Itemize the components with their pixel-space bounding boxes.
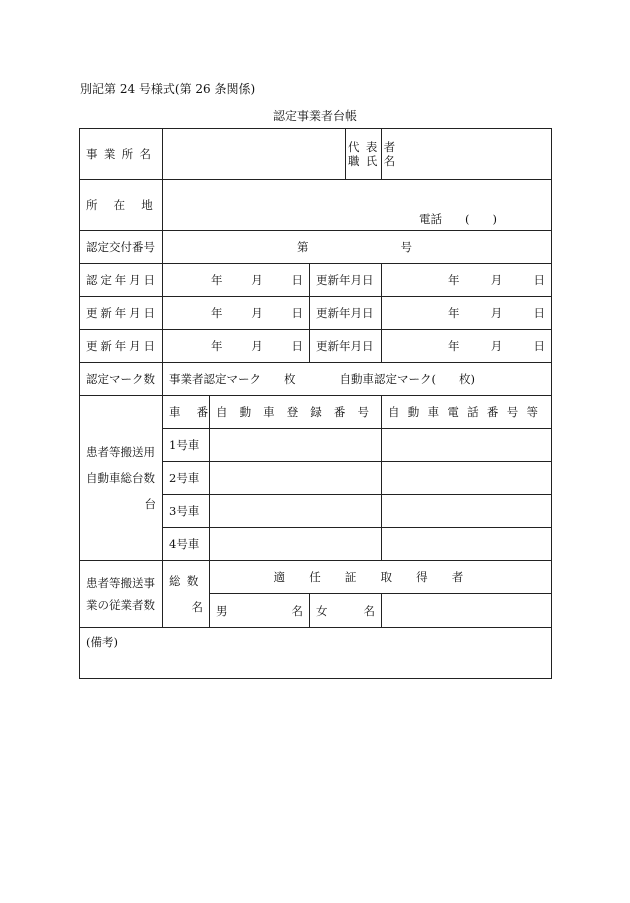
cert-date-field[interactable]: 年 月 日 xyxy=(163,264,310,297)
renew-date-field-4[interactable]: 年 月 日 xyxy=(163,330,310,363)
mark-count-field[interactable]: 事業者認定マーク 枚 自動車認定マーク( 枚) xyxy=(163,363,552,396)
car-3-registration[interactable] xyxy=(210,495,382,528)
form-number-header: 別記第 24 号様式(第 26 条関係) xyxy=(80,82,256,96)
total-count-field[interactable] xyxy=(382,594,552,628)
car-4-label: 4号車 xyxy=(163,528,210,561)
staff-count-label: 患者等搬送事 業の従業者数 xyxy=(80,561,163,628)
office-name-label: 事業所名 xyxy=(80,129,163,180)
car-2-phone[interactable] xyxy=(382,462,552,495)
renew-date-label-5: 更新年月日 xyxy=(310,330,382,363)
car-phone-header: 自動車電話番号等 xyxy=(382,396,552,429)
car-2-label: 2号車 xyxy=(163,462,210,495)
car-number-header: 車番 xyxy=(163,396,210,429)
registration-header: 自動車登録番号 xyxy=(210,396,382,429)
representative-field[interactable] xyxy=(382,129,552,180)
office-name-field[interactable] xyxy=(163,129,346,180)
renew-date-label-2: 更新年月日 xyxy=(80,297,163,330)
male-count-field[interactable]: 男 名 xyxy=(210,594,310,628)
renew-date-field-5[interactable]: 年 月 日 xyxy=(382,330,552,363)
vehicle-count-label: 患者等搬送用 自動車総台数 台 xyxy=(80,396,163,561)
renew-date-field-3[interactable]: 年 月 日 xyxy=(382,297,552,330)
renew-date-field-1[interactable]: 年 月 日 xyxy=(382,264,552,297)
staff-total-cell[interactable]: 総数 名 xyxy=(163,561,210,628)
renew-date-label-4: 更新年月日 xyxy=(80,330,163,363)
address-field[interactable] xyxy=(163,180,552,231)
renew-date-label-3: 更新年月日 xyxy=(310,297,382,330)
cert-number-label: 認定交付番号 xyxy=(80,231,163,264)
female-count-field[interactable]: 女 名 xyxy=(310,594,382,628)
car-4-phone[interactable] xyxy=(382,528,552,561)
renew-date-label-1: 更新年月日 xyxy=(310,264,382,297)
car-1-registration[interactable] xyxy=(210,429,382,462)
car-4-registration[interactable] xyxy=(210,528,382,561)
car-1-phone[interactable] xyxy=(382,429,552,462)
address-label: 所在地 xyxy=(80,180,163,231)
phone-label: 電話 ( ) xyxy=(419,212,497,226)
qualified-header: 適任証取得者 xyxy=(210,561,552,594)
representative-label: 代表者 職氏名 xyxy=(346,129,382,180)
car-1-label: 1号車 xyxy=(163,429,210,462)
car-2-registration[interactable] xyxy=(210,462,382,495)
cert-date-label: 認定年月日 xyxy=(80,264,163,297)
remarks-field[interactable]: (備考) xyxy=(80,628,552,679)
car-3-label: 3号車 xyxy=(163,495,210,528)
registry-table xyxy=(79,128,552,679)
cert-number-field[interactable]: 第 号 xyxy=(163,231,552,264)
car-3-phone[interactable] xyxy=(382,495,552,528)
form-title: 認定事業者台帳 xyxy=(272,109,357,123)
mark-count-label: 認定マーク数 xyxy=(80,363,163,396)
renew-date-field-2[interactable]: 年 月 日 xyxy=(163,297,310,330)
